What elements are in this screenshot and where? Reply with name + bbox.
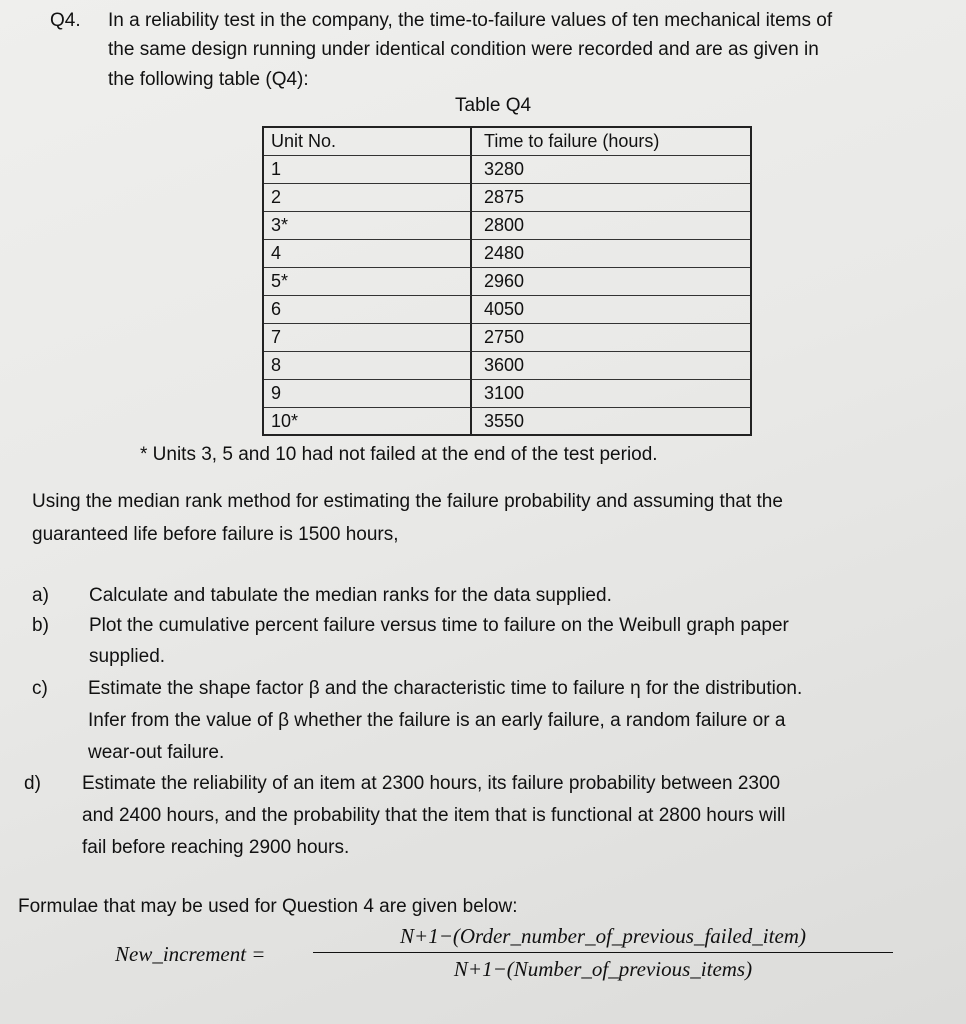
- table-row: [264, 352, 750, 380]
- part-c-line-2: Infer from the value of β whether the failure is an early failure, a random failure or a: [88, 710, 786, 731]
- part-b-line-1: Plot the cumulative percent failure versus time to failure on the Weibull graph paper: [89, 615, 789, 636]
- unit-cell: 1: [264, 156, 472, 184]
- part-c-line-1: Estimate the shape factor β and the characteristic time to failure η for the distribution.: [88, 678, 803, 699]
- unit-cell: 3*: [264, 212, 472, 240]
- part-d-line-3: fail before reaching 2900 hours.: [82, 837, 350, 858]
- time-cell: 3600: [472, 352, 750, 380]
- time-cell: 2875: [472, 184, 750, 212]
- formulae-intro: Formulae that may be used for Question 4 are given below:: [18, 896, 518, 917]
- unit-cell: 2: [264, 184, 472, 212]
- unit-cell: 8: [264, 352, 472, 380]
- table-footnote: * Units 3, 5 and 10 had not failed at the end of the test period.: [140, 444, 658, 465]
- question-intro-line-2: the same design running under identical condition were recorded and are as given in: [108, 39, 819, 60]
- formula-numerator: N+1−(Order_number_of_previous_failed_item): [313, 924, 893, 953]
- time-cell: 3100: [472, 380, 750, 408]
- table-row: [264, 296, 750, 324]
- header-unit-no: Unit No.: [264, 128, 472, 156]
- part-d-line-1: Estimate the reliability of an item at 2300 hours, its failure probability between 2300: [82, 773, 781, 794]
- table-caption: Table Q4: [455, 95, 532, 116]
- formula-denominator: N+1−(Number_of_previous_items): [453, 957, 753, 981]
- unit-cell: 10*: [264, 408, 472, 436]
- part-b-line-2: supplied.: [89, 646, 166, 667]
- table-row: [264, 184, 750, 212]
- time-cell: 4050: [472, 296, 750, 324]
- unit-cell: 7: [264, 324, 472, 352]
- table-row: [264, 212, 750, 240]
- part-b-label: b): [32, 615, 49, 636]
- time-to-failure-table: [262, 126, 752, 436]
- time-cell: 3550: [484, 411, 525, 431]
- time-cell: 3280: [472, 156, 750, 184]
- unit-cell: 9: [264, 380, 472, 408]
- table-row: [264, 408, 750, 436]
- table-row: [264, 156, 750, 184]
- part-d-line-2: and 2400 hours, and the probability that the item that is functional at 2800 hours will: [82, 805, 786, 826]
- formula-fraction: [313, 924, 893, 982]
- instructions-line-1: Using the median rank method for estimating the failure probability and assuming that the: [32, 491, 783, 512]
- time-cell: 2480: [472, 240, 750, 268]
- instructions-line-2: guaranteed life before failure is 1500 hours,: [32, 524, 399, 545]
- question-intro-line-3: the following table (Q4):: [108, 69, 309, 90]
- table-row: [264, 268, 750, 296]
- time-cell: 2800: [472, 212, 750, 240]
- part-a-label: a): [32, 585, 49, 606]
- table-row: [264, 324, 750, 352]
- part-c-line-3: wear-out failure.: [88, 742, 225, 763]
- unit-cell: 4: [264, 240, 472, 268]
- table-row: [264, 240, 750, 268]
- question-number: Q4.: [50, 10, 81, 31]
- table-header-row: [264, 128, 750, 156]
- unit-cell: 5*: [264, 268, 472, 296]
- formula-lhs: New_increment =: [115, 942, 266, 966]
- question-intro-line-1: In a reliability test in the company, the time-to-failure values of ten mechanical items of: [108, 10, 833, 31]
- table-row: [264, 380, 750, 408]
- unit-cell: 6: [264, 296, 472, 324]
- part-a-line-1: Calculate and tabulate the median ranks for the data supplied.: [89, 585, 612, 606]
- part-c-label: c): [32, 678, 48, 699]
- time-cell: 2750: [472, 324, 750, 352]
- time-cell: 2960: [472, 268, 750, 296]
- part-d-label: d): [24, 773, 41, 794]
- header-time-to-failure: Time to failure (hours): [472, 128, 750, 156]
